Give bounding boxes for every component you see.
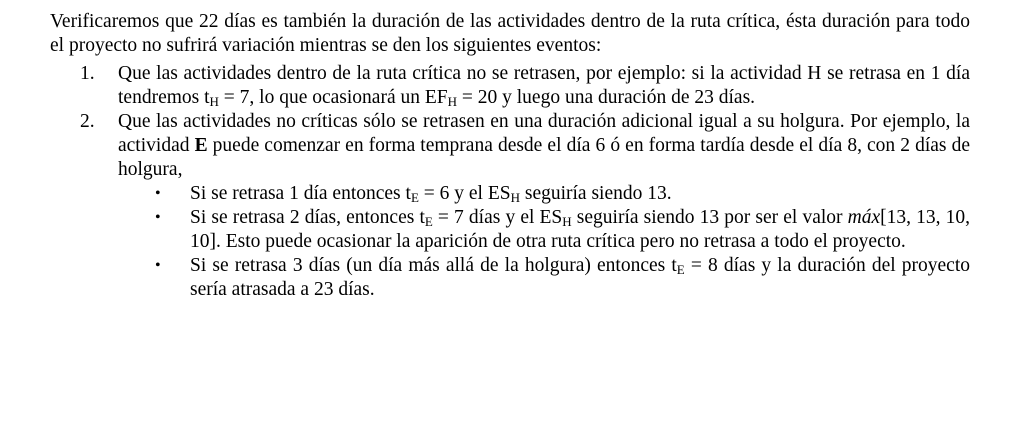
subscript: H <box>447 94 458 109</box>
bullet-text: Si se retrasa 3 días (un día más allá de la holgura) entonces t <box>190 255 677 276</box>
bullet-text: seguiría siendo 13 por ser el valor <box>571 207 848 228</box>
bullet-item-3 <box>50 254 970 302</box>
numbered-item-1 <box>50 62 970 110</box>
item-text: puede comenzar en forma temprana desde el día 6 ó en forma tardía desde el día 8, con 2 días de holgura, <box>118 135 971 180</box>
max-function: máx <box>847 207 881 228</box>
bullet-item-2 <box>50 206 970 254</box>
bullet-icon: • <box>155 209 161 226</box>
item-text: Que las actividades dentro de la ruta crítica no se retrasen, por ejemplo: si la actividad H se retrasa en 1 día tendremos t <box>118 63 970 108</box>
subscript: E <box>424 214 433 229</box>
bullet-text: seguiría siendo 13. <box>519 183 672 204</box>
item-number: 1. <box>80 63 95 84</box>
bullet-text: = 7 días y el ES <box>432 207 563 228</box>
intro-paragraph: Verificaremos que 22 días es también la duración de las actividades dentro de la ruta crítica, ésta duración para todo el proyecto no sufrirá variación mientras se den los siguientes eventos: <box>50 11 970 56</box>
bullet-text: Si se retrasa 1 día entonces t <box>190 183 411 204</box>
subscript: E <box>676 262 685 277</box>
item-text: = 20 y luego una duración de 23 días. <box>457 87 756 108</box>
document-page <box>50 10 970 302</box>
numbered-list <box>50 62 970 302</box>
bullet-text: Si se retrasa 2 días, entonces t <box>190 207 425 228</box>
numbered-item-2 <box>50 110 970 182</box>
item-number: 2. <box>80 111 95 132</box>
subscript: H <box>510 190 520 205</box>
bullet-icon: • <box>155 257 161 274</box>
bullet-text: [13, 13, 10, 10]. Esto puede ocasionar la aparición de otra ruta crítica pero no retrasa a todo el proyecto. <box>190 207 970 252</box>
bullet-text: = 6 y el ES <box>418 183 511 204</box>
bullet-list <box>50 182 970 302</box>
bullet-text: = 8 días y la duración del proyecto sería atrasada a 23 días. <box>190 255 970 300</box>
bullet-icon: • <box>155 185 161 202</box>
item-text: = 7, lo que ocasionará un EF <box>218 87 448 108</box>
bullet-item-1 <box>50 182 970 206</box>
subscript: E <box>410 190 419 205</box>
subscript: H <box>209 94 219 109</box>
item-text: Que las actividades no críticas sólo se retrasen en una duración adicional igual a su holgura. Por ejemplo, la actividad <box>118 111 970 156</box>
activity-label: E <box>194 135 208 156</box>
subscript: H <box>562 214 572 229</box>
